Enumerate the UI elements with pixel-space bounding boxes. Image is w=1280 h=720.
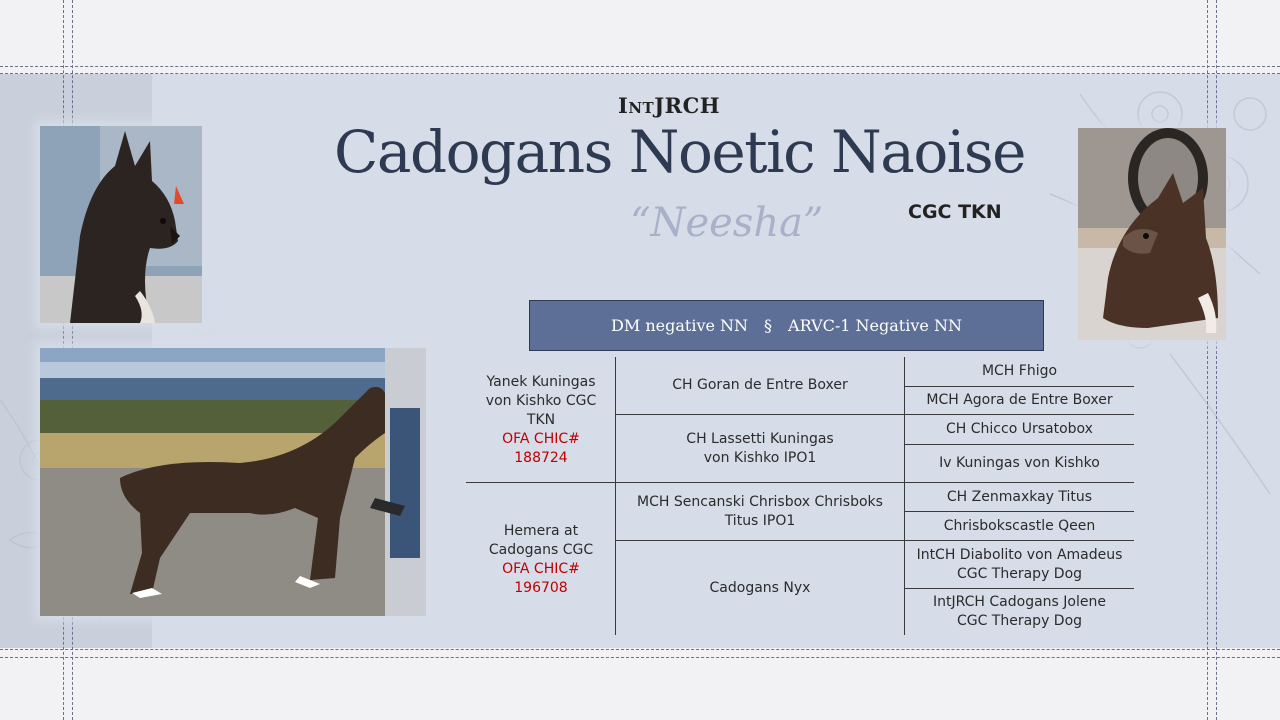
great-grandparent-name: Chrisbokscastle Qeen: [943, 517, 1096, 534]
dam-cell: [466, 512, 616, 608]
sire-name-line: Yanek Kuningas: [486, 373, 596, 390]
grandparent-name: CH Goran de Entre Boxer: [672, 377, 848, 393]
sire-name-line: TKN: [526, 411, 556, 428]
dm-result: DM negative NN: [611, 316, 749, 335]
title-prefix: IntJRCH: [618, 93, 721, 118]
dog-head-profile-photo: [40, 126, 202, 323]
great-grandparent-cell: [905, 589, 1134, 635]
section-sign: §: [764, 316, 773, 335]
great-grandparent-cell: [905, 387, 1134, 414]
grandparent-name: von Kishko IPO1: [703, 449, 817, 466]
title-suffix: CGC TKN: [908, 201, 1002, 223]
great-grandparent-name: CH Zenmaxkay Titus: [946, 488, 1093, 505]
granddam-paternal: [616, 415, 904, 482]
grandsire-paternal: [616, 357, 904, 414]
grandparent-name: Cadogans Nyx: [709, 579, 811, 596]
grandparent-name: CH Lassetti Kuningas: [686, 430, 834, 447]
great-grandparent-cell: [905, 512, 1134, 540]
grandparent-name: MCH Sencanski Chrisbox Chrisboks: [637, 493, 883, 510]
sire-cell: [466, 364, 616, 476]
guide-line: [0, 66, 1280, 67]
granddam-maternal: [616, 541, 904, 635]
great-grandparent-cell: [905, 445, 1134, 482]
guide-line: [1216, 0, 1217, 720]
great-grandparent-name: CH Chicco Ursatobox: [946, 421, 1093, 437]
great-grandparent-cell: [905, 357, 1134, 386]
dog-nickname: “Neesha”: [630, 200, 824, 246]
guide-line: [0, 649, 1280, 650]
great-grandparent-name: IntCH Diabolito von Amadeus: [916, 546, 1123, 563]
grandparent-name: Titus IPO1: [724, 512, 796, 529]
dam-name-line: Cadogans CGC: [488, 542, 594, 558]
dam-ofa-number: 196708: [514, 580, 568, 596]
sire-name-line: von Kishko CGC: [485, 392, 597, 409]
great-grandparent-name: CGC Therapy Dog: [956, 565, 1083, 582]
great-grandparent-cell: [905, 415, 1134, 444]
great-grandparent-name: MCH Fhigo: [981, 363, 1058, 379]
dog-standing-stack-photo: [40, 348, 426, 616]
dam-ofa-label: OFA CHIC#: [502, 561, 580, 577]
grandsire-maternal: [616, 483, 904, 540]
dog-lying-photo: [1078, 128, 1226, 340]
dam-name-line: Hemera at: [503, 523, 579, 539]
great-grandparent-cell: [905, 541, 1134, 588]
pedigree-divider: [466, 482, 616, 483]
great-grandparent-name: CGC Therapy Dog: [956, 613, 1083, 629]
great-grandparent-name: Iv Kuningas von Kishko: [939, 455, 1100, 471]
guide-line: [0, 657, 1280, 658]
arvc-result: ARVC-1 Negative NN: [788, 316, 962, 335]
dog-name-title: Cadogans Noetic Naoise: [334, 118, 1025, 186]
great-grandparent-name: MCH Agora de Entre Boxer: [926, 392, 1113, 408]
great-grandparent-cell: [905, 483, 1134, 511]
sire-ofa-number: 188724: [514, 449, 568, 466]
guide-line: [0, 73, 1280, 74]
health-test-banner: [529, 300, 1044, 351]
great-grandparent-name: IntJRCH Cadogans Jolene: [933, 594, 1106, 610]
guide-line: [1207, 0, 1208, 720]
sire-ofa-label: OFA CHIC#: [502, 430, 580, 447]
